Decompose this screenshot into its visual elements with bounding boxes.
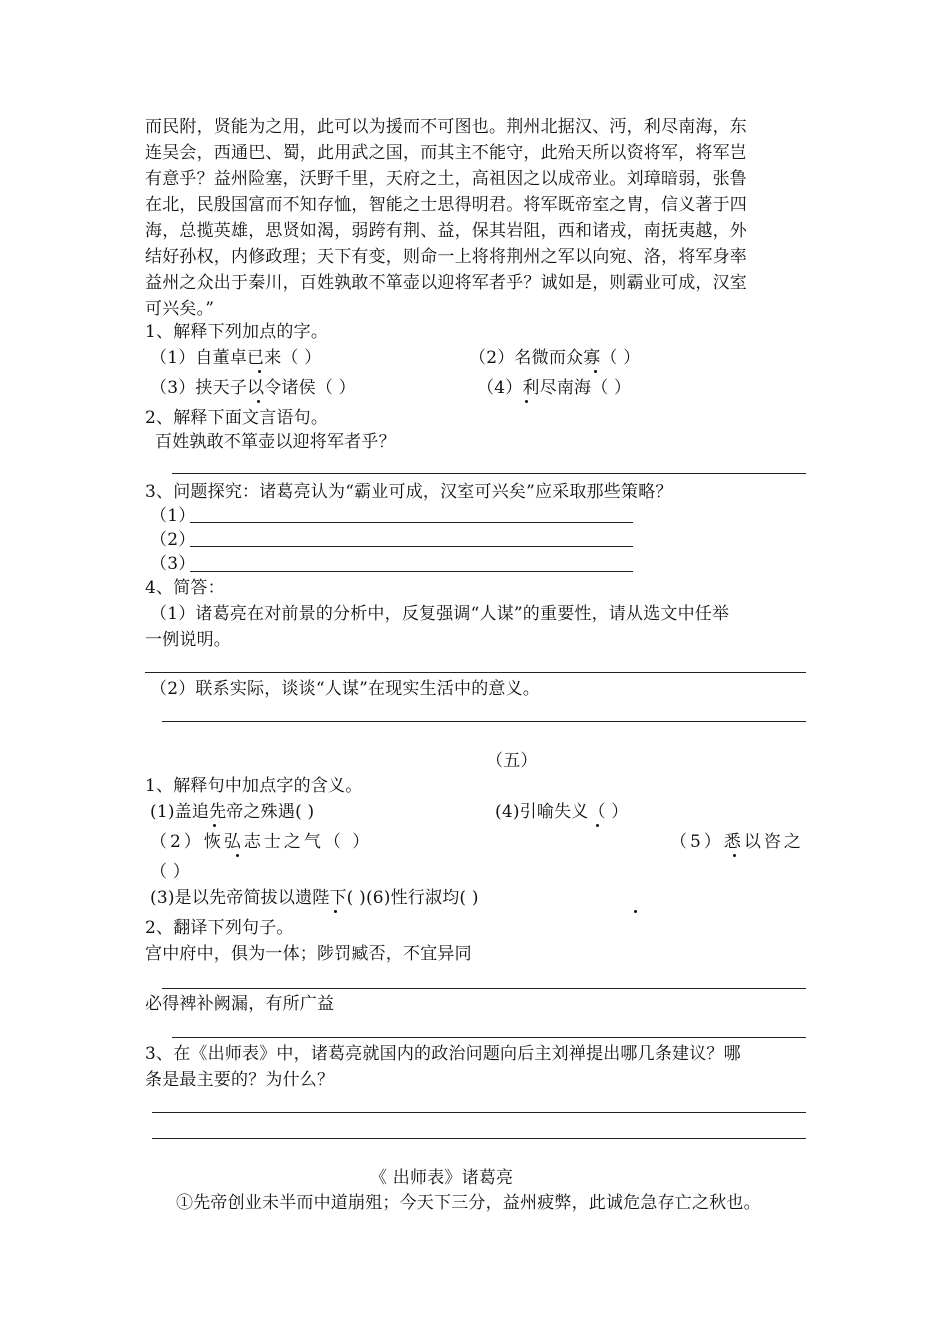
vocab-item: （ ） <box>150 862 191 882</box>
vocab-item: （1）自董卓已来（ ） <box>150 348 322 368</box>
answer-line[interactable] <box>190 522 633 523</box>
vocab-item: （4）利尽南海（ ） <box>477 378 632 398</box>
vocab-item: (1)盖追先帝之殊遇( ) <box>150 802 315 822</box>
passage-line: 海，总揽英雄，思贤如渴，弱跨有荆、益，保其岩阻，西和诸戎，南抚夷越，外 <box>145 221 747 241</box>
answer-line[interactable] <box>172 1037 806 1038</box>
question-title: 2、解释下面文言语句。 <box>145 408 329 428</box>
question-text: 条是最主要的？为什么？ <box>145 1070 335 1090</box>
emphasis-dot <box>213 824 216 827</box>
passage-line: 连吴会，西通巴、蜀，此用武之国，而其主不能守，此殆天所以资将军，将军岂 <box>145 143 747 163</box>
vocab-item: （3）挟天子以令诸侯（ ） <box>150 378 356 398</box>
question-title: 3、问题探究：诸葛亮认为“霸业可成，汉室可兴矣”应采取那些策略？ <box>145 482 673 502</box>
vocab-item: (3)是以先帝简拔以遗陛下( )(6)性行淑均( ) <box>150 888 479 908</box>
answer-line[interactable] <box>162 721 806 722</box>
emphasis-dot <box>594 370 597 373</box>
passage-line: 有意乎？益州险塞，沃野千里，天府之土，高祖因之以成帝业。刘璋暗弱，张鲁 <box>145 169 747 189</box>
question-sentence: 宫中府中，俱为一体；陟罚臧否，不宜异同 <box>145 944 472 964</box>
answer-line[interactable] <box>172 473 806 474</box>
answer-line[interactable] <box>152 1112 806 1113</box>
emphasis-dot <box>596 824 599 827</box>
emphasis-dot <box>525 400 528 403</box>
vocab-item: （2）恢弘志士之气（ ） <box>150 832 373 852</box>
answer-line[interactable] <box>152 1138 806 1139</box>
answer-line[interactable] <box>190 546 633 547</box>
emphasis-dot <box>733 854 736 857</box>
passage-line: 在北，民殷国富而不知存恤，智能之士思得明君。将军既帝室之胄，信义著于四 <box>145 195 747 215</box>
vocab-item: （2）名微而众寡（ ） <box>469 348 641 368</box>
answer-line[interactable] <box>145 672 806 673</box>
vocab-item: (4)引喻失义（ ） <box>495 802 629 822</box>
question-title: 1、解释句中加点字的含义。 <box>145 776 363 796</box>
answer-line[interactable] <box>162 988 806 989</box>
item-label: （3） <box>150 554 196 574</box>
question-text: （1）诸葛亮在对前景的分析中，反复强调“人谋”的重要性，请从选文中任举 <box>150 604 730 624</box>
question-text: （2）联系实际，谈谈“人谋”在现实生活中的意义。 <box>150 679 540 699</box>
question-sentence: 必得裨补阙漏，有所广益 <box>145 994 335 1014</box>
passage-line: 益州之众出于秦川，百姓孰敢不箪壶以迎将军者乎？诚如是，则霸业可成，汉室 <box>145 273 747 293</box>
question-title: 4、简答： <box>145 578 225 598</box>
emphasis-dot <box>236 854 239 857</box>
item-label: （2） <box>150 530 196 550</box>
emphasis-dot <box>258 370 261 373</box>
passage-line: 而民附，贤能为之用，此可以为援而不可图也。荆州北据汉、沔，利尽南海，东 <box>145 117 747 137</box>
item-label: （1） <box>150 506 196 526</box>
emphasis-dot <box>634 910 637 913</box>
question-sentence: 百姓孰敢不箪壶以迎将军者乎？ <box>155 432 396 452</box>
question-text: 3、在《出师表》中，诸葛亮就国内的政治问题向后主刘禅提出哪几条建议？哪 <box>145 1044 741 1064</box>
vocab-item: （5）悉以咨之 <box>670 832 804 852</box>
question-title: 2、翻译下列句子。 <box>145 918 294 938</box>
appendix-title: 《 出师表》诸葛亮 <box>370 1168 514 1188</box>
question-title: 1、解释下列加点的字。 <box>145 322 329 342</box>
passage-line: 结好孙权，内修政理；天下有变，则命一上将将荆州之军以向宛、洛，将军身率 <box>145 247 747 267</box>
section-heading: （五） <box>486 751 538 771</box>
question-text: 一例说明。 <box>145 630 231 650</box>
answer-line[interactable] <box>190 571 633 572</box>
appendix-text: ①先帝创业未半而中道崩殂；今天下三分，益州疲弊，此诚危急存亡之秋也。 <box>176 1193 761 1213</box>
emphasis-dot <box>257 400 260 403</box>
passage-line: 可兴矣。” <box>145 299 215 319</box>
emphasis-dot <box>334 910 337 913</box>
